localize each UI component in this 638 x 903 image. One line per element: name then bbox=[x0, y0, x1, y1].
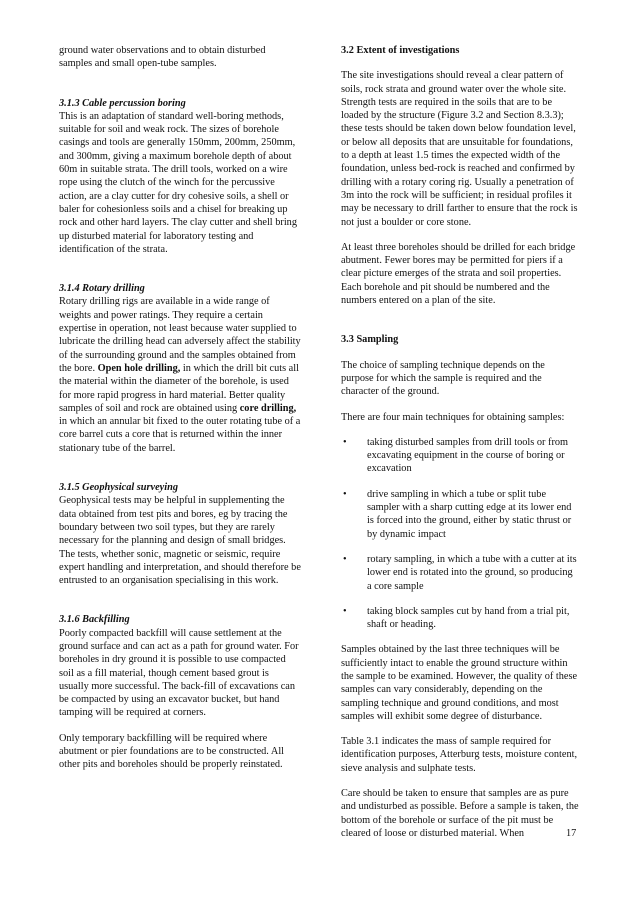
bullet-icon: • bbox=[343, 436, 347, 448]
list-item-text: taking disturbed samples from drill tools or from excavating equipment in the course of boring or excavation bbox=[367, 436, 569, 475]
right-column bbox=[341, 44, 579, 852]
paragraph-geophysical: Geophysical tests may be helpful in supplementing the data obtained from test pits and bores, eg by tracing the boundary between two soil types, but they are rarely necessary for the planning and design of small bridges. The tests, whether sonic, magnetic or seismic, require expert handling and interpretation, and should therefore be entrusted to an organisation specialising in this work. bbox=[59, 495, 301, 587]
list-item-text: rotary sampling, in which a tube with a cutter at its lower end is rotated into the ground, so producing a core sample bbox=[367, 553, 577, 592]
term-open-hole-drilling: Open hole drilling, bbox=[97, 362, 181, 374]
list-item bbox=[341, 488, 579, 541]
text-segment: in which the drill bit cuts all the material within the diameter of the borehole, is used for more rapid progress in hard material. Better quality samples of soil and rock are obtained using bbox=[59, 362, 299, 414]
paragraph-sampling-2: There are four main techniques for obtaining samples: bbox=[341, 411, 565, 423]
page-number: 17 bbox=[566, 828, 577, 839]
paragraph-rotary-drilling bbox=[59, 295, 301, 455]
paragraph-sampling-1: The choice of sampling technique depends on the purpose for which the sample is required and the character of the ground. bbox=[341, 359, 545, 398]
list-item-text: drive sampling in which a tube or split tube sampler with a sharp cutting edge at its lower end is forced into the ground, either by static thrust or by dynamic impact bbox=[367, 488, 572, 540]
bullet-icon: • bbox=[343, 488, 347, 500]
paragraph-extent-2: At least three boreholes should be drilled for each bridge abutment. Fewer bores may be permitted for piers if a clear picture emerges of the strata and soil properties. Each borehole and pit should be numbered and the numbers entered on a plan of the site. bbox=[341, 241, 576, 307]
paragraph-backfilling: Poorly compacted backfill will cause settlement at the ground surface and can act as a path for ground water. For boreholes in dry ground it is possible to use compacted soil as a fill material, though cement based grout is usually more successful. The back-fill of excavations can be compacted by using an excavator bucket, but hand tamping will be required at corners. bbox=[59, 627, 299, 719]
list-item-text: taking block samples cut by hand from a trial pit, shaft or heading. bbox=[367, 605, 570, 631]
paragraph-sampling-3: Samples obtained by the last three techniques will be sufficiently intact to enable the ground structure within the sample to be examined. However, the quality of these samples can vary considerably, depending on the sampling technique and ground conditions, and most samples will exhibit some degree of disturbance. bbox=[341, 644, 578, 722]
heading-backfilling: 3.1.6 Backfilling bbox=[59, 614, 130, 626]
term-core-drilling: core drilling, bbox=[239, 402, 297, 414]
bullet-icon: • bbox=[343, 553, 347, 565]
paragraph-extent-1: The site investigations should reveal a clear pattern of soils, rock strata and ground water over the whole site. Strength tests are required in the soils that are to be loaded by the structure (Figure 3.2 and Section 8.3.3); these tests should be taken down below foundation level, or below all deposits that are unsuitable for foundations, to a depth at least 1.5 times the expected width of the foundation, unless bed-rock is reached and confirmed by drilling with a rotary coring rig. Usually a penetration of 3m into the rock will be sufficient; in residual profiles it may be necessary to drill farther to ensure that the rock is not just a boulder or core stone. bbox=[341, 70, 578, 228]
list-item bbox=[341, 605, 579, 632]
sampling-techniques-list bbox=[341, 436, 579, 632]
heading-rotary-drilling: 3.1.4 Rotary drilling bbox=[59, 283, 145, 295]
text-segment: Rotary drilling rigs are available in a wide range of weights and power ratings. They require a certain expertise in operation, not least because water supplied to lubricate the drilling head can adversely affect the stability of the surrounding ground and the samples obtained from the bore. bbox=[59, 296, 301, 374]
paragraph-sampling-4: Table 3.1 indicates the mass of sample required for identification purposes, Atterburg tests, moisture content, sieve analysis and sulphate tests. bbox=[341, 736, 578, 774]
heading-extent-of-investigations: 3.2 Extent of investigations bbox=[341, 45, 460, 56]
heading-geophysical-surveying: 3.1.5 Geophysical surveying bbox=[59, 482, 178, 494]
paragraph-backfilling-2: Only temporary backfilling will be required where abutment or pier foundations are to be constructed. All other pits and boreholes should be properly reinstated. bbox=[59, 732, 285, 771]
list-item bbox=[341, 553, 579, 593]
heading-cable-percussion-boring: 3.1.3 Cable percussion boring bbox=[59, 97, 186, 109]
left-column bbox=[59, 44, 301, 784]
heading-sampling: 3.3 Sampling bbox=[341, 334, 399, 346]
text-segment: in which an annular bit fixed to the outer rotating tube of a core barrel cuts a core that is returned within the inner stationary tube of the barrel. bbox=[59, 416, 301, 454]
intro-paragraph: ground water observations and to obtain disturbed samples and small open-tube samples. bbox=[59, 45, 266, 70]
paragraph-cable-percussion: This is an adaptation of standard well-boring methods, suitable for soil and weak rock. The sizes of borehole casings and tools are generally 150mm, 200mm, 250mm, and 300mm, giving a maximum borehole depth of about 60m in suitable strata. The drill tools, worked on a wire rope using the clutch of the winch for the percussive action, are a clay cutter for dry cohesive soils, a shell or baler for cohesionless soils and a chisel for breaking up rock and other hard layers. The clay cutter and shell bring up disturbed material for laboratory testing and identification of the strata. bbox=[59, 110, 297, 255]
bullet-icon: • bbox=[343, 605, 347, 617]
paragraph-sampling-5: Care should be taken to ensure that samples are as pure and undisturbed as possible. Before a sample is taken, the bottom of the borehole or surface of the pit must be cleared of loose or disturbed material. When bbox=[341, 788, 579, 839]
list-item bbox=[341, 436, 579, 476]
